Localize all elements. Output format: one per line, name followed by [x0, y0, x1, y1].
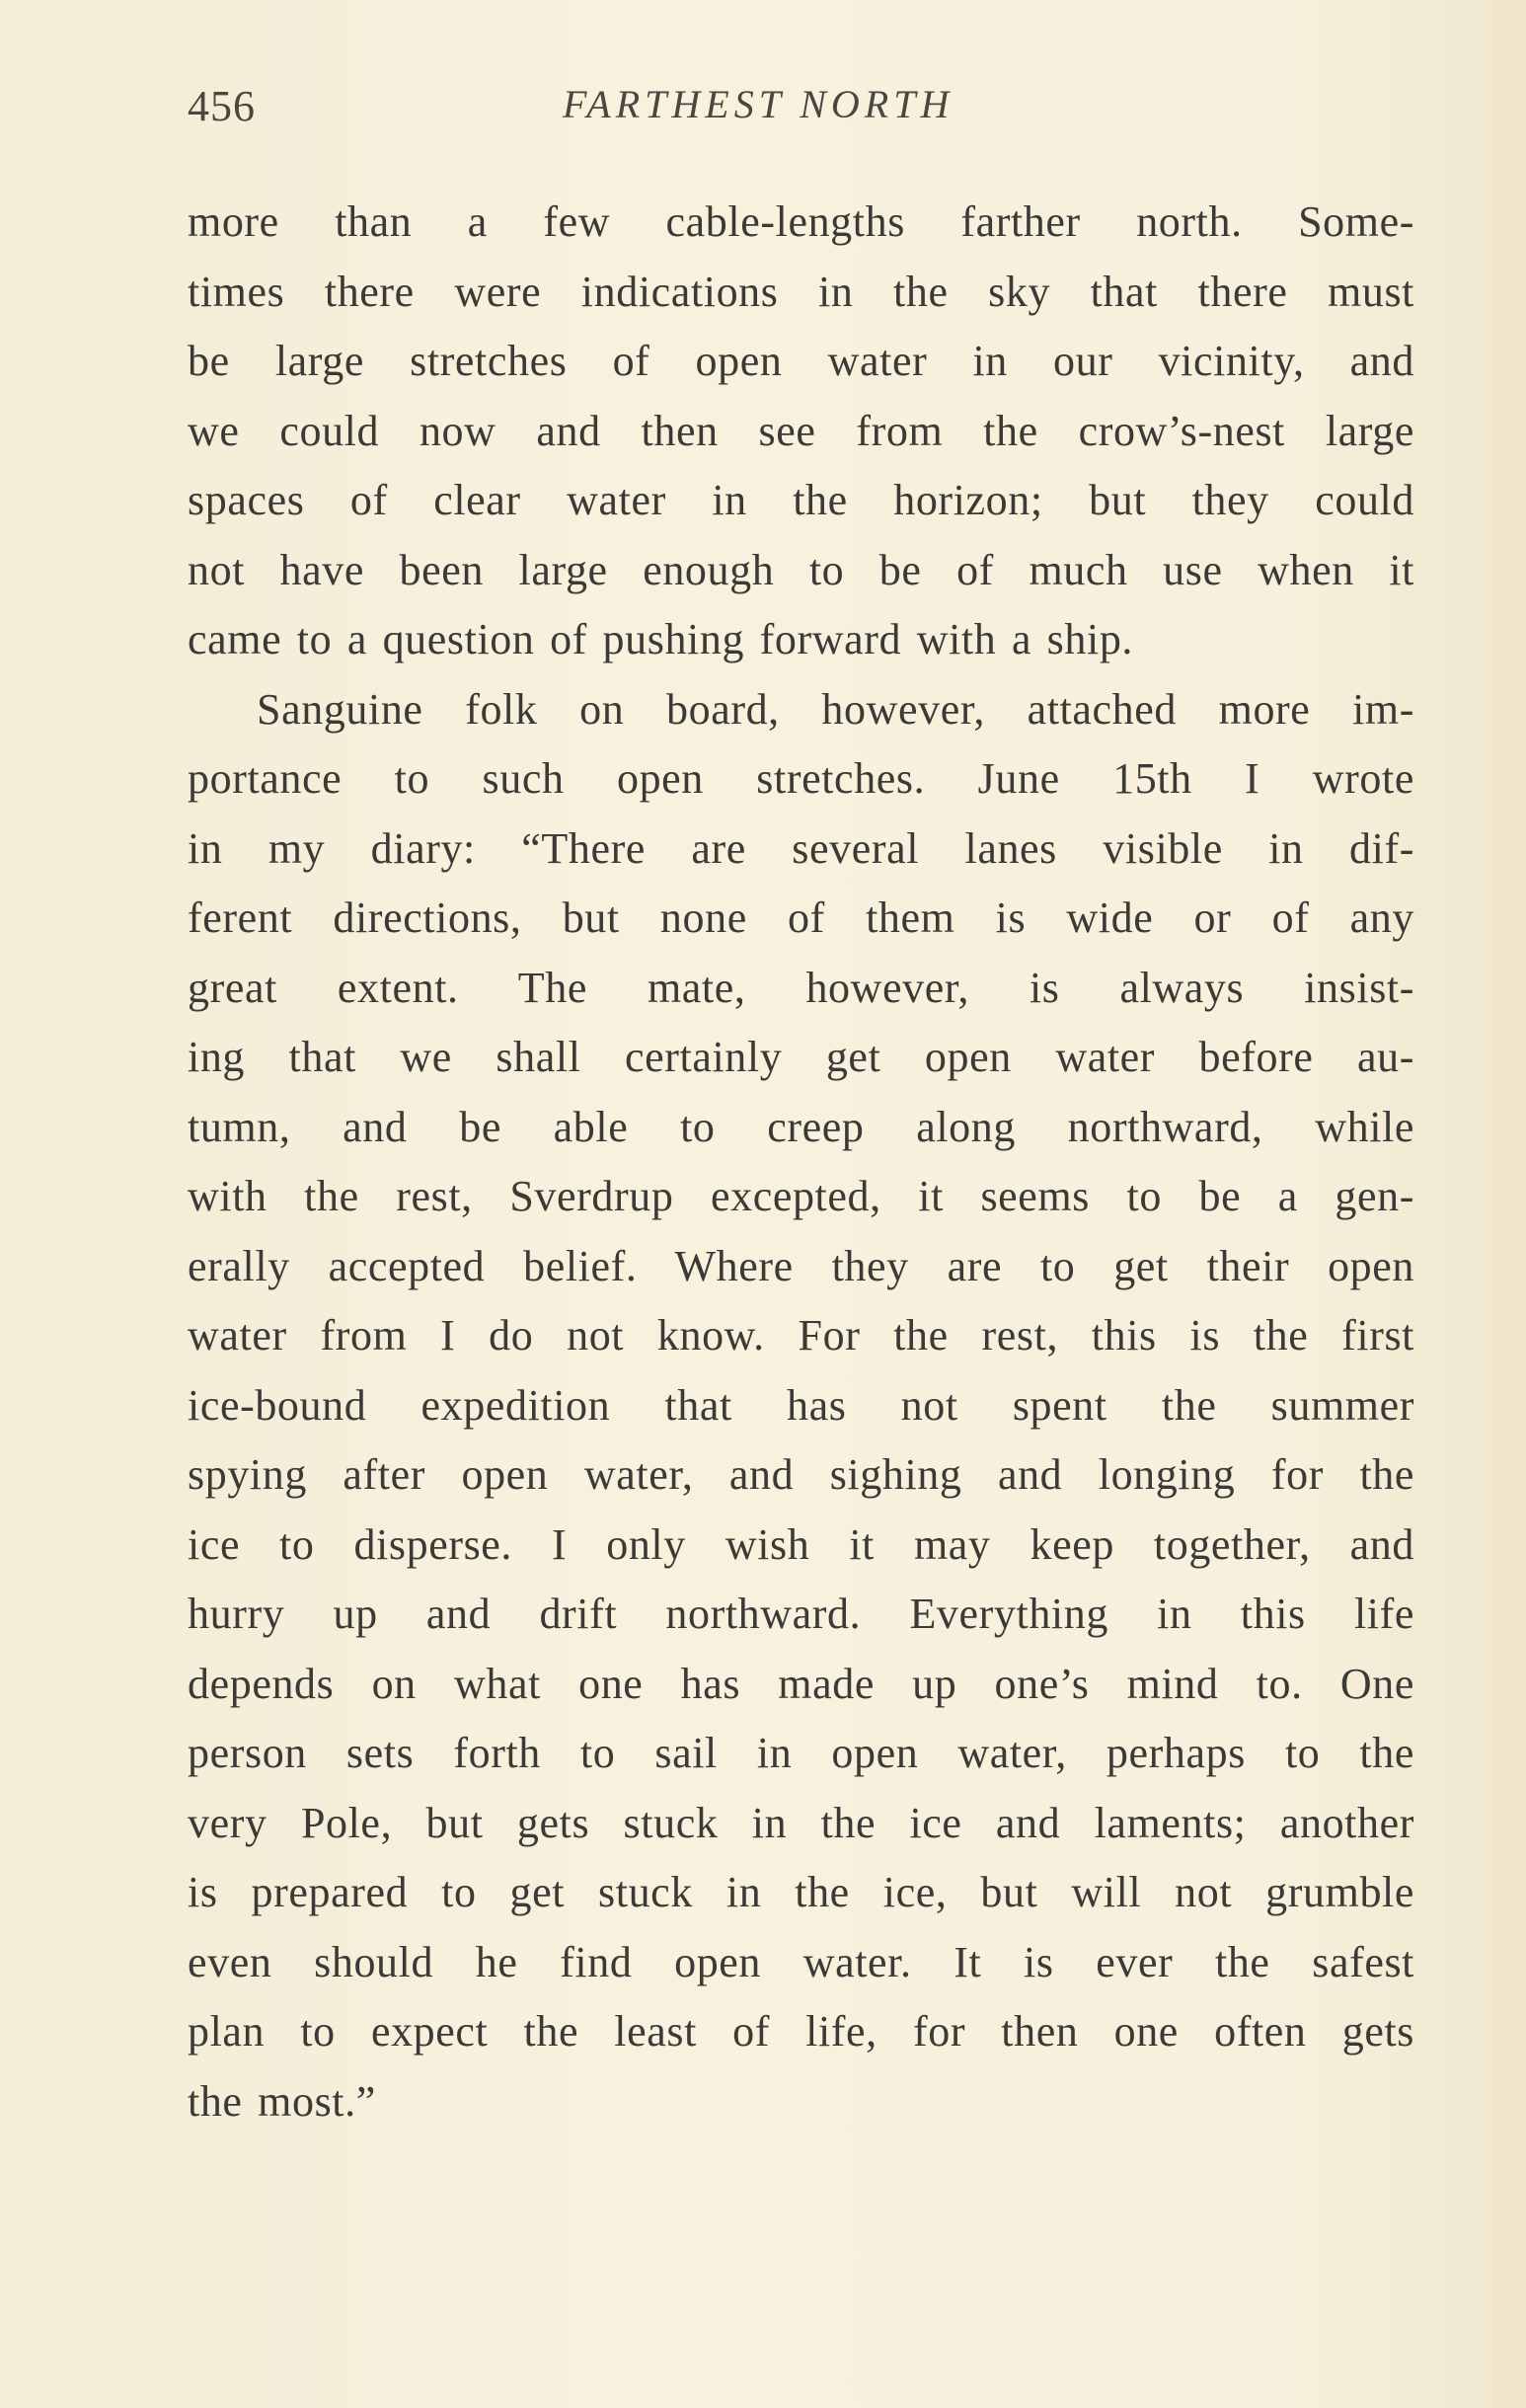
text-line: portance to such open stretches. June 15th I wrote [188, 754, 1414, 803]
text-line: very Pole, but gets stuck in the ice and laments; another [188, 1798, 1414, 1847]
text-line: erally accepted belief. Where they are to get their open [188, 1241, 1414, 1290]
text-line: great extent. The mate, however, is always insist- [188, 963, 1414, 1012]
text-line: tumn, and be able to creep along northward, while [188, 1102, 1414, 1151]
text-line: with the rest, Sverdrup excepted, it seems to be a gen- [188, 1172, 1414, 1220]
text-line: times there were indications in the sky that there must [188, 267, 1414, 316]
text-line: person sets forth to sail in open water, perhaps to the [188, 1729, 1414, 1777]
text-line: ferent directions, but none of them is wide or of any [188, 893, 1414, 942]
page-header [188, 81, 1421, 140]
text-line: ice-bound expedition that has not spent the summer [188, 1380, 1414, 1430]
text-line: spaces of clear water in the horizon; but they could [188, 476, 1414, 524]
text-line: plan to expect the least of life, for then one often gets [188, 2007, 1414, 2056]
text-line: in my diary: “There are several lanes visible in dif- [188, 823, 1414, 873]
text-line: hurry up and drift northward. Everything in this life [188, 1590, 1414, 1638]
text-line: depends on what one has made up one’s mind to. One [188, 1659, 1414, 1708]
text-line: Sanguine folk on board, however, attached more im- [257, 684, 1414, 734]
text-line: even should he find open water. It is ever the safest [188, 1937, 1414, 1986]
text-line: ing that we shall certainly get open water before au- [188, 1033, 1414, 1081]
text-line: more than a few cable-lengths farther north. Some- [188, 197, 1414, 246]
text-line: we could now and then see from the crow’s-nest large [188, 406, 1414, 455]
text-line: water from I do not know. For the rest, this is the first [188, 1311, 1414, 1359]
page-number: 456 [188, 82, 256, 130]
running-title: FARTHEST NORTH [563, 82, 954, 126]
text-line: not have been large enough to be of much use when it [188, 545, 1414, 594]
body-text [188, 188, 1414, 2136]
text-line: came to a question of pushing forward with a ship. [188, 615, 1134, 663]
text-line: spying after open water, and sighing and longing for the [188, 1450, 1414, 1499]
text-line: ice to disperse. I only wish it may keep together, and [188, 1519, 1414, 1569]
text-line: the most.” [188, 2076, 376, 2126]
text-line: is prepared to get stuck in the ice, but will not grumble [188, 1868, 1414, 1916]
text-line: be large stretches of open water in our vicinity, and [188, 337, 1414, 385]
